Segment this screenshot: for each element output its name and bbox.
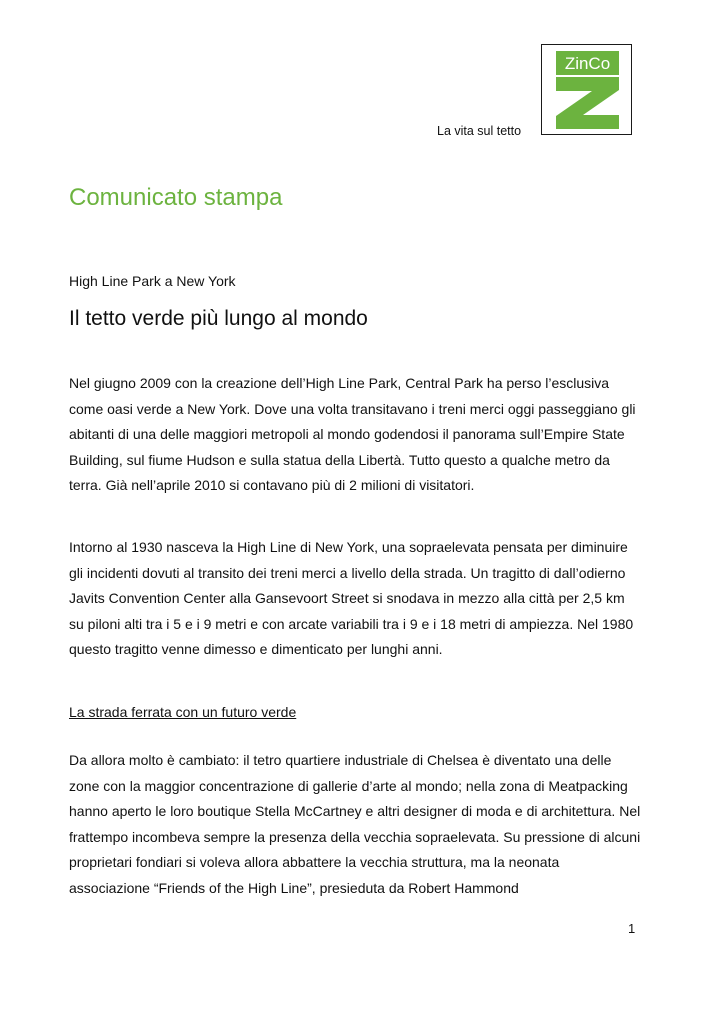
page-number: 1 bbox=[628, 921, 636, 936]
press-release-title: Comunicato stampa bbox=[69, 184, 283, 211]
paragraph-2: Intorno al 1930 nasceva la High Line di New York, una sopraelevata pensata per diminuire gli incidenti dovuti al transito dei treni merci a livello della strada. Un tragitto di dall’odierno Javits Convention Center alla Gansevoort Street si snodava in mezzo alla città per 2,5 km su piloni alti tra i 5 e i 9 metri e con arcate variabili tra i 9 e i 18 metri di ampiezza. Nel 1980 questo tragitto venne dimesso e dimenticato per lunghi anni. bbox=[69, 539, 634, 658]
tagline: La vita sul tetto bbox=[437, 124, 522, 138]
section-heading: La strada ferrata con un futuro verde bbox=[69, 704, 297, 720]
subtitle: High Line Park a New York bbox=[69, 273, 236, 289]
zinco-logo bbox=[541, 44, 632, 135]
headline: Il tetto verde più lungo al mondo bbox=[69, 307, 368, 330]
paragraph-3: Da allora molto è cambiato: il tetro quartiere industriale di Chelsea è diventato una delle zone con la maggior concentrazione di gallerie d’arte al mondo; nella zona di Meatpacking hanno aperto le loro boutique Stella McCartney e altri designer di moda e di architettura. Nel frattempo incombeva sempre la presenza della vecchia sopraelevata. Su pressione di alcuni proprietari fondiari si voleva allora abbattere la vecchia struttura, ma la neonata associazione “Friends of the High Line”, presieduta da Robert Hammond bbox=[69, 752, 641, 896]
paragraph-1: Nel giugno 2009 con la creazione dell’High Line Park, Central Park ha perso l’esclusiva come oasi verde a New York. Dove una volta transitavano i treni merci oggi passeggiano gli abitanti di una delle maggiori metropoli al mondo godendosi il panorama sull’Empire State Building, sul fiume Hudson e sulla statua della Libertà. Tutto questo a qualche metro da terra. Già nell’aprile 2010 si contavano più di 2 milioni di visitatori. bbox=[69, 375, 636, 494]
logo-text: ZinCo bbox=[564, 54, 611, 73]
